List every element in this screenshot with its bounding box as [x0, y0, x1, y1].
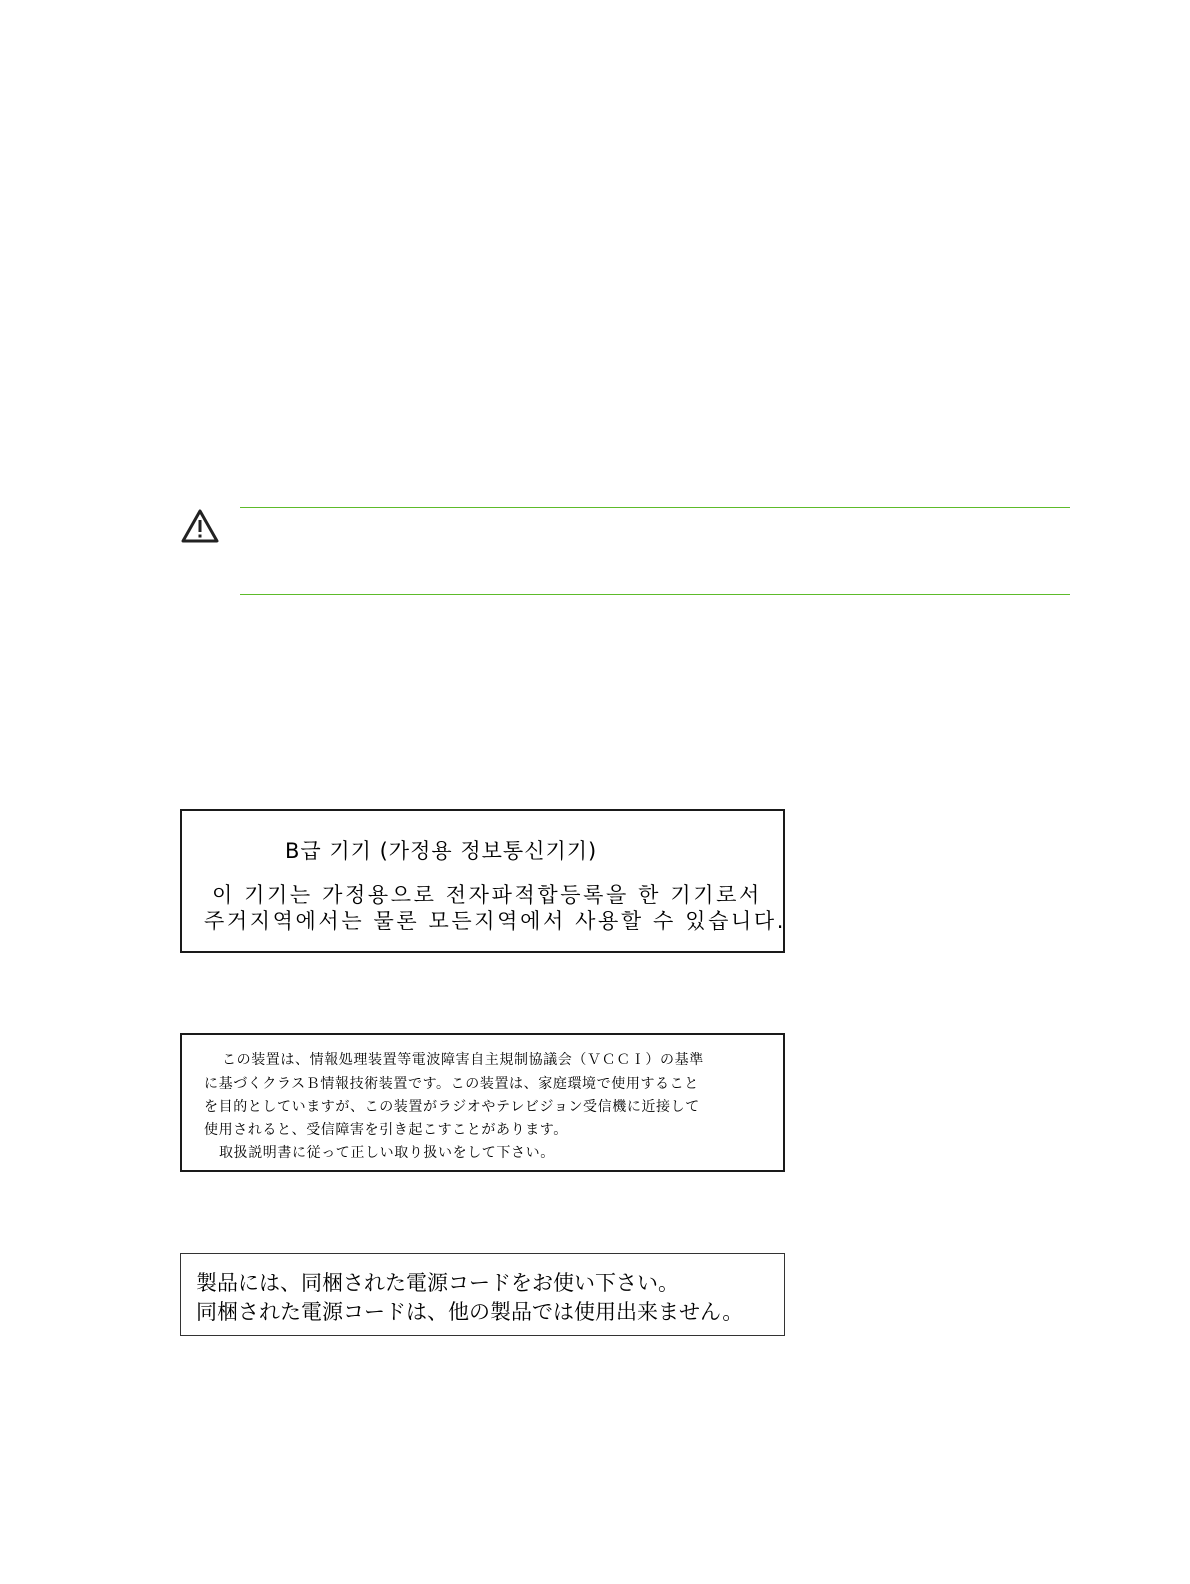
- power-cord-notice: [180, 1253, 785, 1336]
- korean-notice-line-2: 주거지역에서는 물론 모든지역에서 사용할 수 있습니다.: [204, 909, 787, 933]
- vcci-notice-line-1: この装置は、情報処理装置等電波障害自主規制協議会（ＶＣＣＩ）の基準: [222, 1052, 704, 1068]
- warning-triangle-icon: [180, 508, 220, 544]
- power-cord-notice-line-2: 同梱された電源コードは、他の製品では使用出来ません。: [196, 1300, 744, 1324]
- korean-notice-title: B급 기기 (가정용 정보통신기기): [285, 839, 598, 863]
- vcci-notice-line-3: を目的としていますが、この装置がラジオやテレビジョン受信機に近接して: [204, 1099, 700, 1115]
- caution-bottom-rule: [240, 594, 1070, 595]
- vcci-notice-line-5: 取扱説明書に従って正しい取り扱いをして下さい。: [219, 1145, 555, 1161]
- vcci-notice-line-2: に基づくクラスＢ情報技術装置です。この装置は、家庭環境で使用すること: [204, 1076, 699, 1092]
- caution-top-rule: [240, 507, 1070, 508]
- korean-class-b-notice: [180, 809, 785, 953]
- korean-notice-line-1: 이 기기는 가정용으로 전자파적합등록을 한 기기로서: [212, 883, 762, 907]
- power-cord-notice-line-1: 製品には、同梱された電源コードをお使い下さい。: [196, 1271, 679, 1295]
- vcci-notice: [180, 1033, 785, 1172]
- vcci-notice-line-4: 使用されると、受信障害を引き起こすことがあります。: [204, 1122, 568, 1138]
